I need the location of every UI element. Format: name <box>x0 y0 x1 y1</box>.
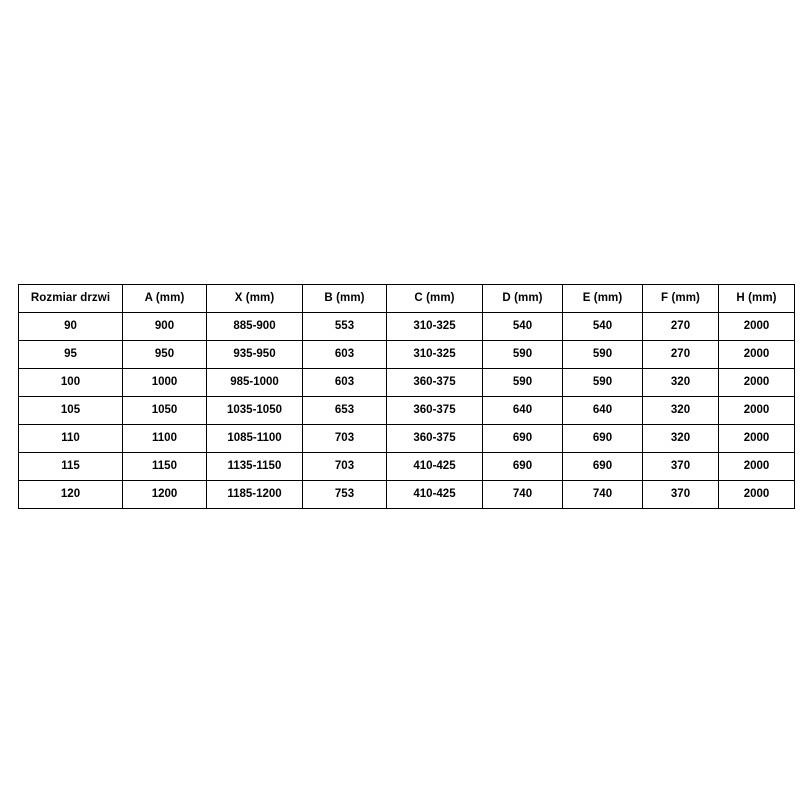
cell-e: 590 <box>563 369 643 397</box>
cell-d: 590 <box>483 369 563 397</box>
cell-e: 690 <box>563 425 643 453</box>
table-row <box>19 341 795 369</box>
cell-e: 640 <box>563 397 643 425</box>
cell-e: 740 <box>563 481 643 509</box>
column-header-h: H (mm) <box>719 285 795 313</box>
cell-d: 640 <box>483 397 563 425</box>
cell-x: 1035-1050 <box>207 397 303 425</box>
cell-d: 590 <box>483 341 563 369</box>
table-header <box>19 285 795 313</box>
cell-a: 1150 <box>123 453 207 481</box>
cell-c: 310-325 <box>387 313 483 341</box>
table-body <box>19 313 795 509</box>
spec-table-container <box>18 284 782 509</box>
column-header-c: C (mm) <box>387 285 483 313</box>
cell-d: 690 <box>483 453 563 481</box>
cell-door-size: 90 <box>19 313 123 341</box>
cell-h: 2000 <box>719 425 795 453</box>
cell-f: 320 <box>643 397 719 425</box>
cell-b: 703 <box>303 453 387 481</box>
cell-x: 885-900 <box>207 313 303 341</box>
cell-h: 2000 <box>719 313 795 341</box>
cell-a: 1100 <box>123 425 207 453</box>
cell-b: 603 <box>303 369 387 397</box>
column-header-a: A (mm) <box>123 285 207 313</box>
cell-f: 270 <box>643 313 719 341</box>
cell-a: 950 <box>123 341 207 369</box>
cell-f: 320 <box>643 369 719 397</box>
cell-d: 740 <box>483 481 563 509</box>
cell-door-size: 115 <box>19 453 123 481</box>
cell-e: 590 <box>563 341 643 369</box>
table-header-row <box>19 285 795 313</box>
cell-h: 2000 <box>719 369 795 397</box>
cell-x: 985-1000 <box>207 369 303 397</box>
column-header-x: X (mm) <box>207 285 303 313</box>
cell-b: 653 <box>303 397 387 425</box>
cell-c: 360-375 <box>387 397 483 425</box>
cell-a: 1200 <box>123 481 207 509</box>
cell-x: 935-950 <box>207 341 303 369</box>
cell-a: 1000 <box>123 369 207 397</box>
table-row <box>19 481 795 509</box>
cell-f: 320 <box>643 425 719 453</box>
door-size-spec-table <box>18 284 795 509</box>
cell-x: 1185-1200 <box>207 481 303 509</box>
cell-door-size: 110 <box>19 425 123 453</box>
column-header-d: D (mm) <box>483 285 563 313</box>
cell-b: 553 <box>303 313 387 341</box>
cell-c: 360-375 <box>387 425 483 453</box>
table-row <box>19 453 795 481</box>
cell-b: 753 <box>303 481 387 509</box>
cell-d: 690 <box>483 425 563 453</box>
cell-h: 2000 <box>719 397 795 425</box>
column-header-b: B (mm) <box>303 285 387 313</box>
cell-a: 1050 <box>123 397 207 425</box>
cell-b: 603 <box>303 341 387 369</box>
cell-f: 270 <box>643 341 719 369</box>
cell-f: 370 <box>643 481 719 509</box>
cell-door-size: 100 <box>19 369 123 397</box>
cell-h: 2000 <box>719 453 795 481</box>
column-header-door-size: Rozmiar drzwi <box>19 285 123 313</box>
table-row <box>19 369 795 397</box>
cell-x: 1085-1100 <box>207 425 303 453</box>
cell-door-size: 105 <box>19 397 123 425</box>
cell-b: 703 <box>303 425 387 453</box>
cell-door-size: 120 <box>19 481 123 509</box>
column-header-e: E (mm) <box>563 285 643 313</box>
cell-c: 410-425 <box>387 453 483 481</box>
cell-h: 2000 <box>719 341 795 369</box>
cell-door-size: 95 <box>19 341 123 369</box>
cell-a: 900 <box>123 313 207 341</box>
table-row <box>19 397 795 425</box>
cell-c: 310-325 <box>387 341 483 369</box>
cell-d: 540 <box>483 313 563 341</box>
cell-c: 360-375 <box>387 369 483 397</box>
table-row <box>19 313 795 341</box>
cell-c: 410-425 <box>387 481 483 509</box>
cell-e: 690 <box>563 453 643 481</box>
cell-e: 540 <box>563 313 643 341</box>
cell-f: 370 <box>643 453 719 481</box>
table-row <box>19 425 795 453</box>
cell-h: 2000 <box>719 481 795 509</box>
column-header-f: F (mm) <box>643 285 719 313</box>
cell-x: 1135-1150 <box>207 453 303 481</box>
